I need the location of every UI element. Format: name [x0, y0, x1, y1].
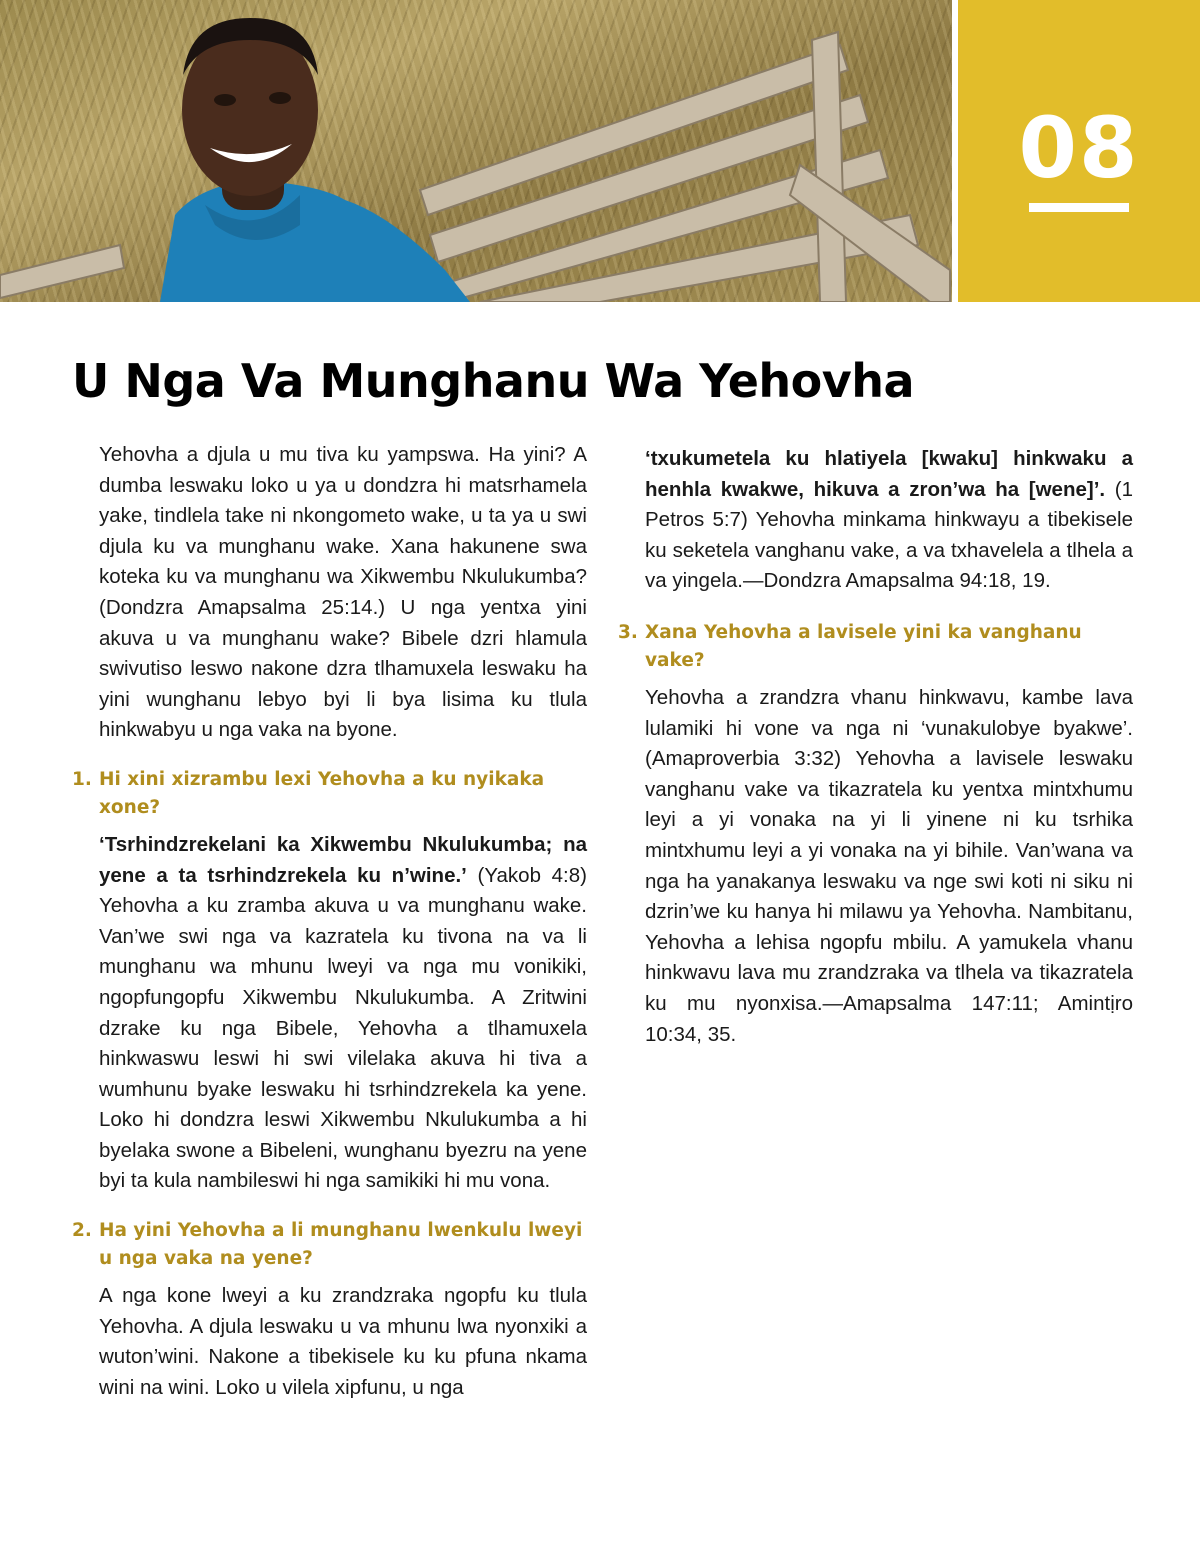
hero-photo — [0, 0, 952, 302]
answer-2-paragraph-start: A nga kone lweyi a ku zrandzraka ngopfu ku tlula Yehovha. A djula leswaku u va mhunu lwa nyonxiki a wuton’wini. Nakone a tibekisele ku ku pfuna nkama wini na wini. Loko u vilela xipfunu, u nga — [99, 1284, 587, 1399]
answer-2-paragraph-continued — [618, 444, 1133, 597]
left-column — [72, 440, 587, 1403]
question-text: Ha yini Yehovha a li munghanu lwenkulu lweyi u nga vaka na yene? — [99, 1220, 583, 1270]
question-2 — [72, 1217, 587, 1273]
page-title: U Nga Va Munghanu Wa Yehovha — [72, 354, 915, 408]
question-text: Xana Yehovha a lavisele yini ka vanghanu vake? — [645, 621, 1082, 671]
man-on-bench-illustration — [0, 0, 952, 302]
answer-text: (Yakob 4:8) Yehovha a ku zramba akuva u va munghanu wake. Van’we swi nga va kazratela ku tivona na va li munghanu wa mhunu lweyi va nga mu vonikiki, ngopfungopfu Xikwembu Nkulukumba. A Zritwini dzrake ku nga Bibele, Yehovha a tlhamuxela hinkwaswu leswi hi swi vilelaka akuva hi tiva a wumhunu byake leswaku hi tsrhindzrekela ka yene. Loko hi dondzra leswi Xikwembu Nkulukumba a hi byelaka swone a Bibeleni, wunghanu byezru na yene byi ta kula nambileswi hi nga samikiki hi mu vona. — [99, 863, 587, 1193]
answer-1-paragraph — [72, 830, 587, 1197]
question-number: 2. — [72, 1220, 92, 1242]
right-column — [618, 444, 1133, 1050]
scripture-quote: ‘txukumetela ku hlatiyela [kwaku] hinkwaku a henhla kwakwe, hikuva a zron’wa ha [wene]’. — [645, 447, 1133, 501]
question-number: 3. — [618, 621, 638, 643]
question-1 — [72, 766, 587, 822]
scripture-quote: ‘Tsrhindzrekelani ka Xikwembu Nkulukumba; na yene a ta tsrhindzrekela ku n’wine.’ — [99, 832, 587, 887]
bench — [0, 32, 950, 302]
question-text: Hi xini xizrambu lexi Yehovha a ku nyikaka xone? — [99, 768, 545, 818]
lesson-number: 08 — [1018, 99, 1140, 197]
question-number: 1. — [72, 768, 92, 790]
question-3 — [618, 619, 1133, 675]
man-figure — [160, 18, 470, 302]
answer-text: (1 Petros 5:7) Yehovha minkama hinkwayu a tibekisele ku seketela vanghanu vake, a va txhavelela a tlhela a va yingela.—Dondzra Amapsalma 94:18, 19. — [645, 477, 1133, 593]
lesson-number-badge — [958, 0, 1200, 302]
intro-paragraph: Yehovha a djula u mu tiva ku yampswa. Ha yini? A dumba leswaku loko u ya u dondzra hi matsrhamela yake, tindlela take ni nkongometo wake, u ta ya u swi djula ku va munghanu wake. Xana hakunene swa koteka ku va munghanu wa Xikwembu Nkulukumba? (Dondzra Amapsalma 25:14.) U nga yentxa yini akuva u va munghanu wake? Bibele dzri hlamula swivutiso leswo nakone dzra tlhamuxela leswaku ha yini wunghanu lebyo byi li bya lisima ku tlula hinkwabyu u nga vaka na byone. — [99, 443, 587, 742]
lesson-number-underline — [1029, 203, 1129, 212]
answer-3-paragraph: Yehovha a zrandzra vhanu hinkwavu, kambe lava lulamiki hi vone va nga ni ‘vunakulobye byakwe’. (Amaproverbia 3:32) Yehovha a lavisele leswaku vanghanu vake va tikazratela ku yentxa mintxhumu leyi a yi vonaka na yi li yinene ni ku tsrhika mintxhumu leyi a yi vonaka na yi bihile. Van’wana va nga ha yanakanya leswaku va nge swi koti ni siku ni dzrin’we ku hanya hi milawu ya Yehovha. Nambitanu, Yehovha a lehisa ngopfu mbilu. A yamukela vhanu hinkwavu lava mu zrandzraka va tlhela va tikazratela ku mu nyonxisa.—Amapsalma 147:11; Amintịro 10:34, 35. — [645, 685, 1133, 1046]
